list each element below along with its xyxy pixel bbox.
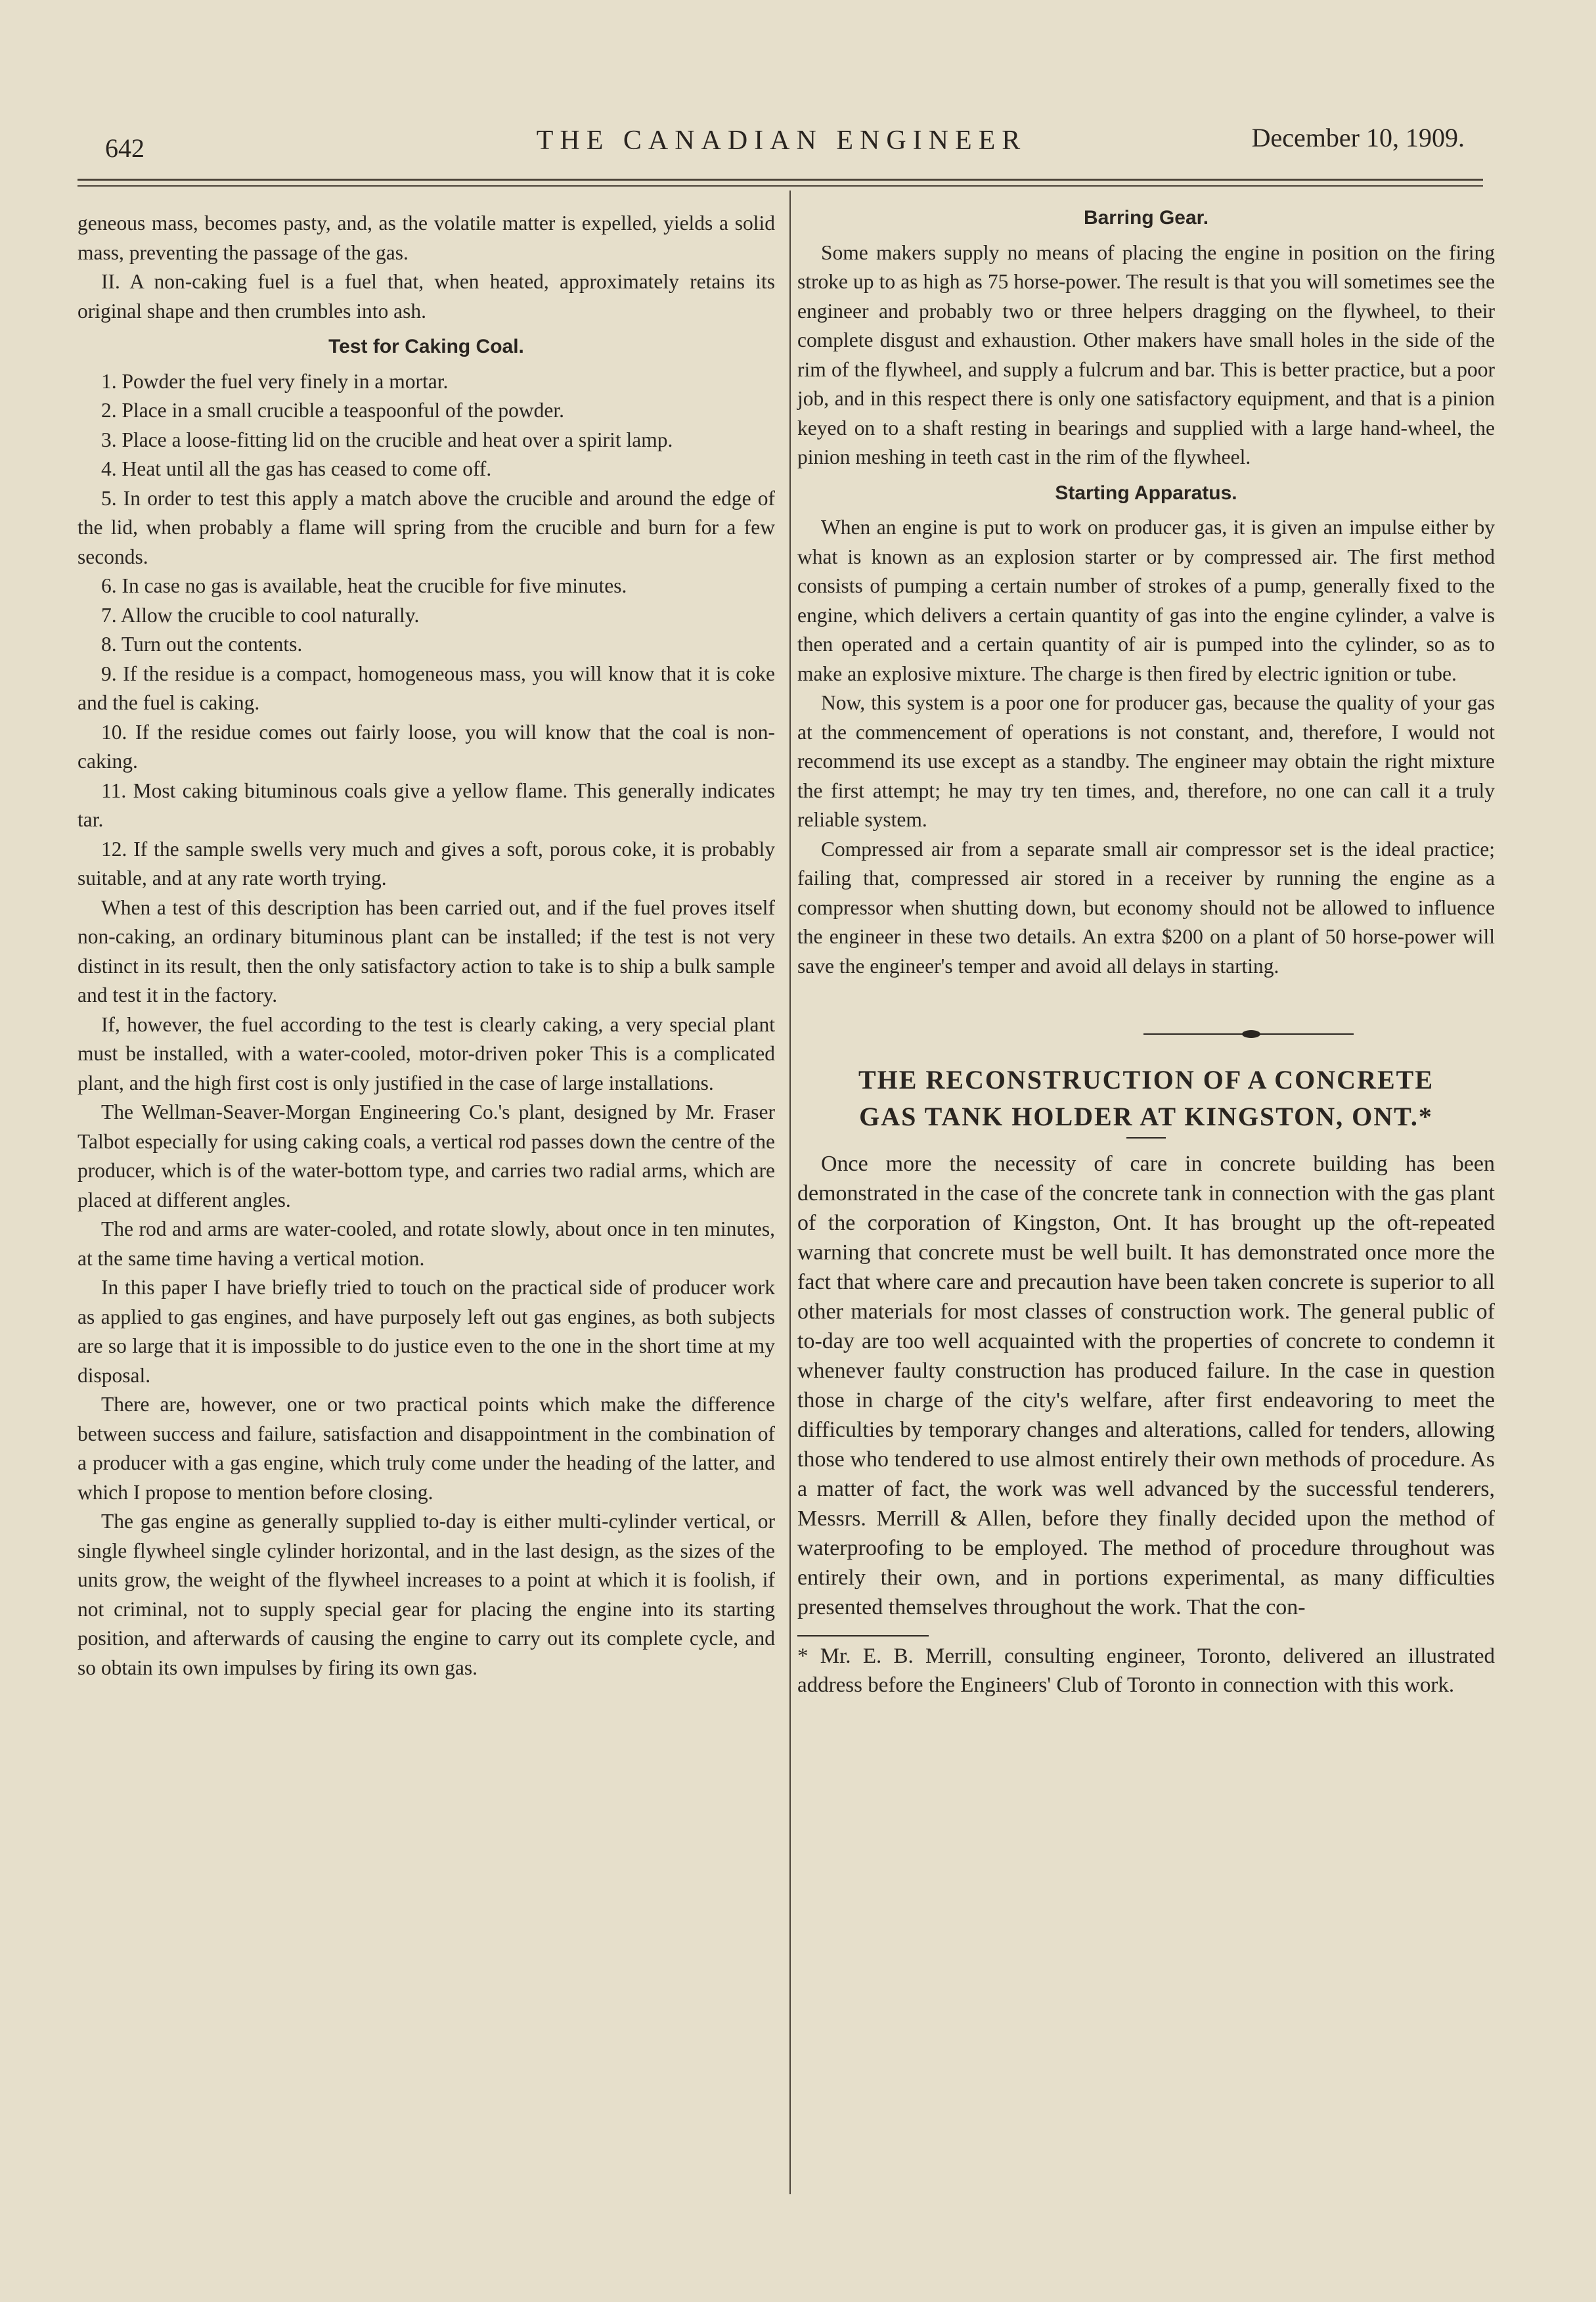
test-heading: Test for Caking Coal. bbox=[328, 336, 524, 357]
body-paragraph: When a test of this description has been carried out, and if the fuel proves itself non-caking, an ordinary bituminous plant can be installed; if the test is not very distinct in its result, then the only satisfactory action to take is to ship a bulk sample and test it in the factory. bbox=[78, 895, 775, 1006]
column-divider bbox=[789, 191, 791, 2194]
barring-gear-paragraph: Some makers supply no means of placing the engine in position on the firing stroke up to as high as 75 horse-power. The result is that you will sometimes see the engineer and probably two or three helpers dragging on the flywheel, to their complete disgust and exhaustion. Other makers have small holes in the side of the rim of the flywheel, and supply a fulcrum and bar. This is better practice, but a poor job, and in this respect there is only one satisfactory equipment, and that is a pinion keyed on to a shaft resting in bearings and supplied with a large hand-wheel, the pinion meshing in teeth cast in the rim of the flywheel. bbox=[797, 240, 1495, 468]
test-step: 11. Most caking bituminous coals give a yellow flame. This generally indicates tar. bbox=[78, 779, 775, 831]
body-paragraph: The Wellman-Seaver-Morgan Engineering Co.'s plant, designed by Mr. Fraser Talbot especially for using caking coals, a vertical rod passes down the centre of the producer, which is of the water-bottom type, and carries two radial arms, which are placed at different angles. bbox=[78, 1100, 775, 1211]
test-step: 7. Allow the crucible to cool naturally. bbox=[101, 603, 420, 627]
article-title-line1: THE RECONSTRUCTION OF A CONCRETE bbox=[858, 1065, 1434, 1095]
test-step: 5. In order to test this apply a match above the crucible and around the edge of the lid, when probably a flame will spring from the crucible and burn for a few seconds. bbox=[78, 486, 775, 568]
test-step: 3. Place a loose-fitting lid on the crucible and heat over a spirit lamp. bbox=[101, 428, 673, 451]
right-column bbox=[797, 197, 1495, 1700]
article-title-line2: GAS TANK HOLDER AT KINGSTON, ONT.* bbox=[859, 1102, 1433, 1131]
article-paragraph: Once more the necessity of care in concrete building has been demonstrated in the case of the concrete tank in connection with the gas plant of the corporation of Kingston, Ont. It has brought up the oft-repeated warning that concrete must be well built. It has demonstrated once more the fact that where care and precaution have been taken concrete is superior to all other materials for most classes of construction work. The general public of to-day are too well acquainted with the properties of concrete to condemn it whenever faulty construction has produced failure. In the case in question those in charge of the city's welfare, after first endeavoring to meet the difficulties by temporary changes and alterations, called for tenders, allowing those who tendered to use almost entirely their own methods of procedure. As a matter of fact, the work was well advanced by the successful tenderers, Messrs. Merrill & Allen, before they finally decided upon the method of waterproofing to be employed. The method of procedure throughout was entirely their own, and in portions experimental, as many difficulties presented themselves throughout the work. That the con- bbox=[797, 1152, 1495, 1619]
starting-paragraph: Compressed air from a separate small air compressor set is the ideal practice; failing that, compressed air stored in a receiver by running the engine as a compressor when shutting down, but economy should not be allowed to influence the engineer in these two details. An extra $200 on a plant of 50 horse-power will save the engineer's temper and avoid all delays in starting. bbox=[797, 837, 1495, 978]
test-step: 10. If the residue comes out fairly loose, you will know that the coal is non-caking. bbox=[78, 720, 775, 773]
barring-gear-heading: Barring Gear. bbox=[1083, 207, 1209, 229]
starting-paragraph: When an engine is put to work on producer gas, it is given an impulse either by what is known as an explosion starter or by compressed air. The first method consists of pumping a certain number of strokes of a pump, generally fixed to the engine, which delivers a certain quantity of gas into the engine cylinder, a valve is then operated and a certain quantity of air is pumped into the cylinder, so as to make an explosive mixture. The charge is then fired by electric ignition or tube. bbox=[797, 516, 1495, 685]
test-step: 6. In case no gas is available, heat the crucible for five minutes. bbox=[101, 574, 627, 597]
header-rule bbox=[78, 179, 1483, 181]
left-column bbox=[78, 209, 775, 1682]
body-paragraph: The rod and arms are water-cooled, and rotate slowly, about once in ten minutes, at the same time having a vertical motion. bbox=[78, 1217, 775, 1270]
test-step: 1. Powder the fuel very finely in a mortar. bbox=[101, 369, 449, 393]
section-ornament bbox=[797, 1018, 1495, 1037]
test-step: 8. Turn out the contents. bbox=[101, 633, 303, 656]
body-paragraph: There are, however, one or two practical points which make the difference between success and failure, satisfaction and disappointment in the combination of a producer with a gas engine, which truly come under the heading of the latter, and which I propose to mention before closing. bbox=[78, 1393, 775, 1504]
non-caking-definition: II. A non-caking fuel is a fuel that, when heated, approximately retains its original shape and then crumbles into ash. bbox=[78, 270, 775, 323]
starting-apparatus-heading: Starting Apparatus. bbox=[1055, 482, 1237, 504]
body-paragraph: The gas engine as generally supplied to-day is either multi-cylinder vertical, or single flywheel single cylinder horizontal, and in the last design, as the sizes of the units grow, the weight of the flywheel increases to a point at which it is foolish, if not criminal, not to supply special gear for placing the engine into its starting position, and afterwards of causing the engine to carry out its complete cycle, and so obtain its own impulses by firing its own gas. bbox=[78, 1510, 775, 1679]
starting-paragraph: Now, this system is a poor one for producer gas, because the quality of your gas at the commencement of operations is not constant, and, therefore, I would not recommend its use except as a standby. The engineer may obtain the right mixture the first attempt; he may try ten times, and, therefore, no one can call it a truly reliable system. bbox=[797, 691, 1495, 831]
test-step: 2. Place in a small crucible a teaspoonful of the powder. bbox=[101, 399, 565, 422]
test-step: 9. If the residue is a compact, homogeneous mass, you will know that it is coke and the fuel is caking. bbox=[78, 662, 775, 714]
masthead: THE CANADIAN ENGINEER bbox=[536, 125, 1027, 156]
footnote-rule bbox=[797, 1635, 929, 1636]
issue-date: December 10, 1909. bbox=[1251, 123, 1465, 152]
title-rule bbox=[1126, 1137, 1166, 1139]
page-number: 642 bbox=[105, 133, 144, 163]
body-paragraph: If, however, the fuel according to the test is clearly caking, a very special plant must be installed, with a water-cooled, motor-driven poker This is a complicated plant, and the high first cost is only justified in the case of large installations. bbox=[78, 1012, 775, 1095]
intro-paragraph: geneous mass, becomes pasty, and, as the volatile matter is expelled, yields a solid mass, preventing the passage of the gas. bbox=[78, 212, 775, 264]
header-rule-secondary bbox=[78, 185, 1483, 187]
footnote: * Mr. E. B. Merrill, consulting engineer, Toronto, delivered an illustrated address before the Engineers' Club of Toronto in connection with this work. bbox=[797, 1644, 1495, 1697]
test-step: 4. Heat until all the gas has ceased to come off. bbox=[101, 457, 492, 480]
test-step: 12. If the sample swells very much and gives a soft, porous coke, it is probably suitable, and at any rate worth trying. bbox=[78, 837, 775, 890]
page-header bbox=[99, 118, 1465, 164]
body-paragraph: In this paper I have briefly tried to touch on the practical side of producer work as applied to gas engines, and have purposely left out gas engines, as both subjects are so large that it is impossible to do justice even to the one in the short time at my disposal. bbox=[78, 1276, 775, 1387]
